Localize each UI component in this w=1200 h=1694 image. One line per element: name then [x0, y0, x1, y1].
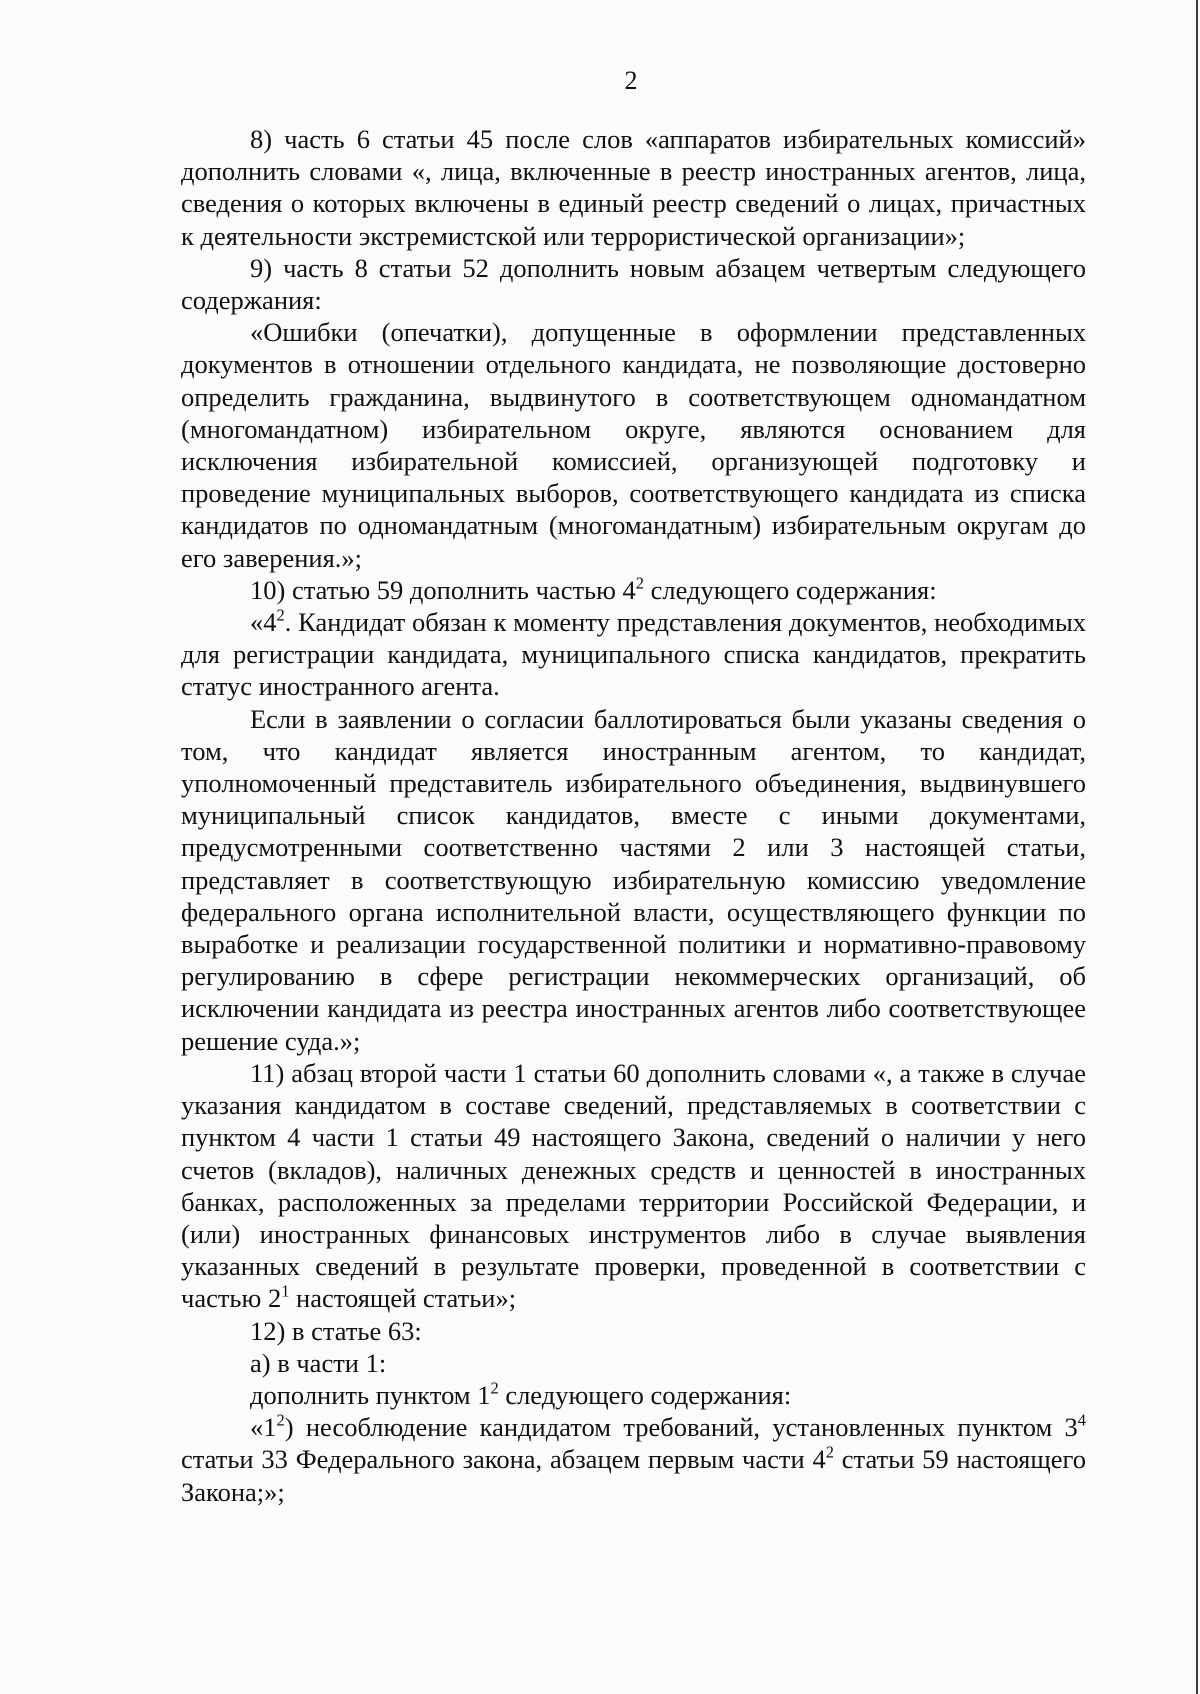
item-12-add-superscript: 2: [490, 1378, 499, 1398]
item-11-text-start: 11) абзац второй части 1 статьи 60 дополнить словами «, а также в случае указания кандидатом в составе сведений, представляемых в соответствии с пунктом 4 части 1 статьи 49 настоящего Закона, сведений о наличии у него счетов (вкладов), наличных денежных средств и ценностей в иностранных банках, расположенных за пределами территории Российской Федерации, и (или) иностранных финансовых инструментов либо в случае выявления указанных сведений в результате проверки, проведенной в соответствии с частью 2: [181, 1057, 1086, 1314]
item-10-quote-start: «4: [250, 607, 277, 638]
item-10-quote-paragraph: [181, 606, 1086, 703]
item-11-superscript: 1: [281, 1281, 290, 1301]
item-12-quote-part-3: статьи 33 Федерального закона, абзацем первым части 4: [181, 1444, 826, 1475]
item-12-add-text-end: следующего содержания:: [498, 1379, 792, 1410]
item-12-quote-superscript-3: 2: [825, 1442, 834, 1462]
item-12-quote-part-4: статьи 59 настоящего Закона;»;: [181, 1444, 1086, 1507]
document-body: [181, 123, 1086, 1508]
item-10-quote-end: . Кандидат обязан к моменту представления документов, необходимых для регистрации кандидата, муниципального списка кандидатов, прекратить статус иностранного агента.: [181, 607, 1086, 702]
item-12-quote-superscript-1: 2: [276, 1410, 285, 1430]
page-number: 2: [624, 66, 638, 95]
item-10-text-start: 10) статью 59 дополнить частью 4: [250, 574, 636, 605]
item-12-quote-paragraph: [181, 1411, 1086, 1508]
item-10-superscript: 2: [635, 573, 645, 593]
item-12-add-text-start: дополнить пунктом 1: [250, 1379, 491, 1410]
item-9-quote-paragraph: «Ошибки (опечатки), допущенные в оформлении представленных документов в отношении отдельного кандидата, не позволяющие достоверно определить гражданина, выдвинутого в соответствующем одномандатном (многомандатном) избирательном округе, являются основанием для исключения избирательной комиссией, организующей подготовку и проведение муниципальных выборов, соответствующего кандидата из списка кандидатов по одномандатным (многомандатным) избирательным округам до его заверения.»;: [181, 317, 1086, 573]
item-10-quote-superscript: 2: [276, 605, 285, 625]
scan-edge-line: [1196, 0, 1198, 1694]
item-10-text-end: следующего содержания:: [644, 574, 937, 605]
item-8-paragraph: 8) часть 6 статьи 45 после слов «аппаратов избирательных комиссий» дополнить словами «, лица, включенные в реестр иностранных агентов, лица, сведения о которых включены в единый реестр сведений о лицах, причастных к деятельности экстремистской или террористической организации»;: [181, 124, 1086, 251]
item-11-paragraph: [181, 1057, 1086, 1315]
item-12-quote-superscript-2: 4: [1077, 1410, 1086, 1430]
item-12-quote-part-2: ) несоблюдение кандидатом требований, установленных пунктом 3: [284, 1412, 1078, 1443]
item-10-paragraph: [181, 574, 1086, 606]
item-12-quote-part-1: «1: [250, 1412, 277, 1443]
item-10-second-paragraph: Если в заявлении о согласии баллотироваться были указаны сведения о том, что кандидат является иностранным агентом, то кандидат, уполномоченный представитель избирательного объединения, выдвинувшего муниципальный список кандидатов, вместе с иными документами, предусмотренными соответственно частями 2 или 3 настоящей статьи, представляет в соответствующую избирательную комиссию уведомление федерального органа исполнительной власти, осуществляющего функции по выработке и реализации государственной политики и нормативно-правовому регулированию в сфере регистрации некоммерческих организаций, об исключении кандидата из реестра иностранных агентов либо соответствующее решение суда.»;: [181, 703, 1086, 1056]
item-12-add-paragraph: [181, 1379, 1086, 1411]
item-9-paragraph: 9) часть 8 статьи 52 дополнить новым абзацем четвертым следующего содержания:: [181, 252, 1086, 316]
item-12a-paragraph: а) в части 1:: [250, 1347, 387, 1378]
item-11-text-end: настоящей статьи»;: [289, 1283, 517, 1314]
item-12-paragraph: 12) в статье 63:: [250, 1315, 422, 1346]
